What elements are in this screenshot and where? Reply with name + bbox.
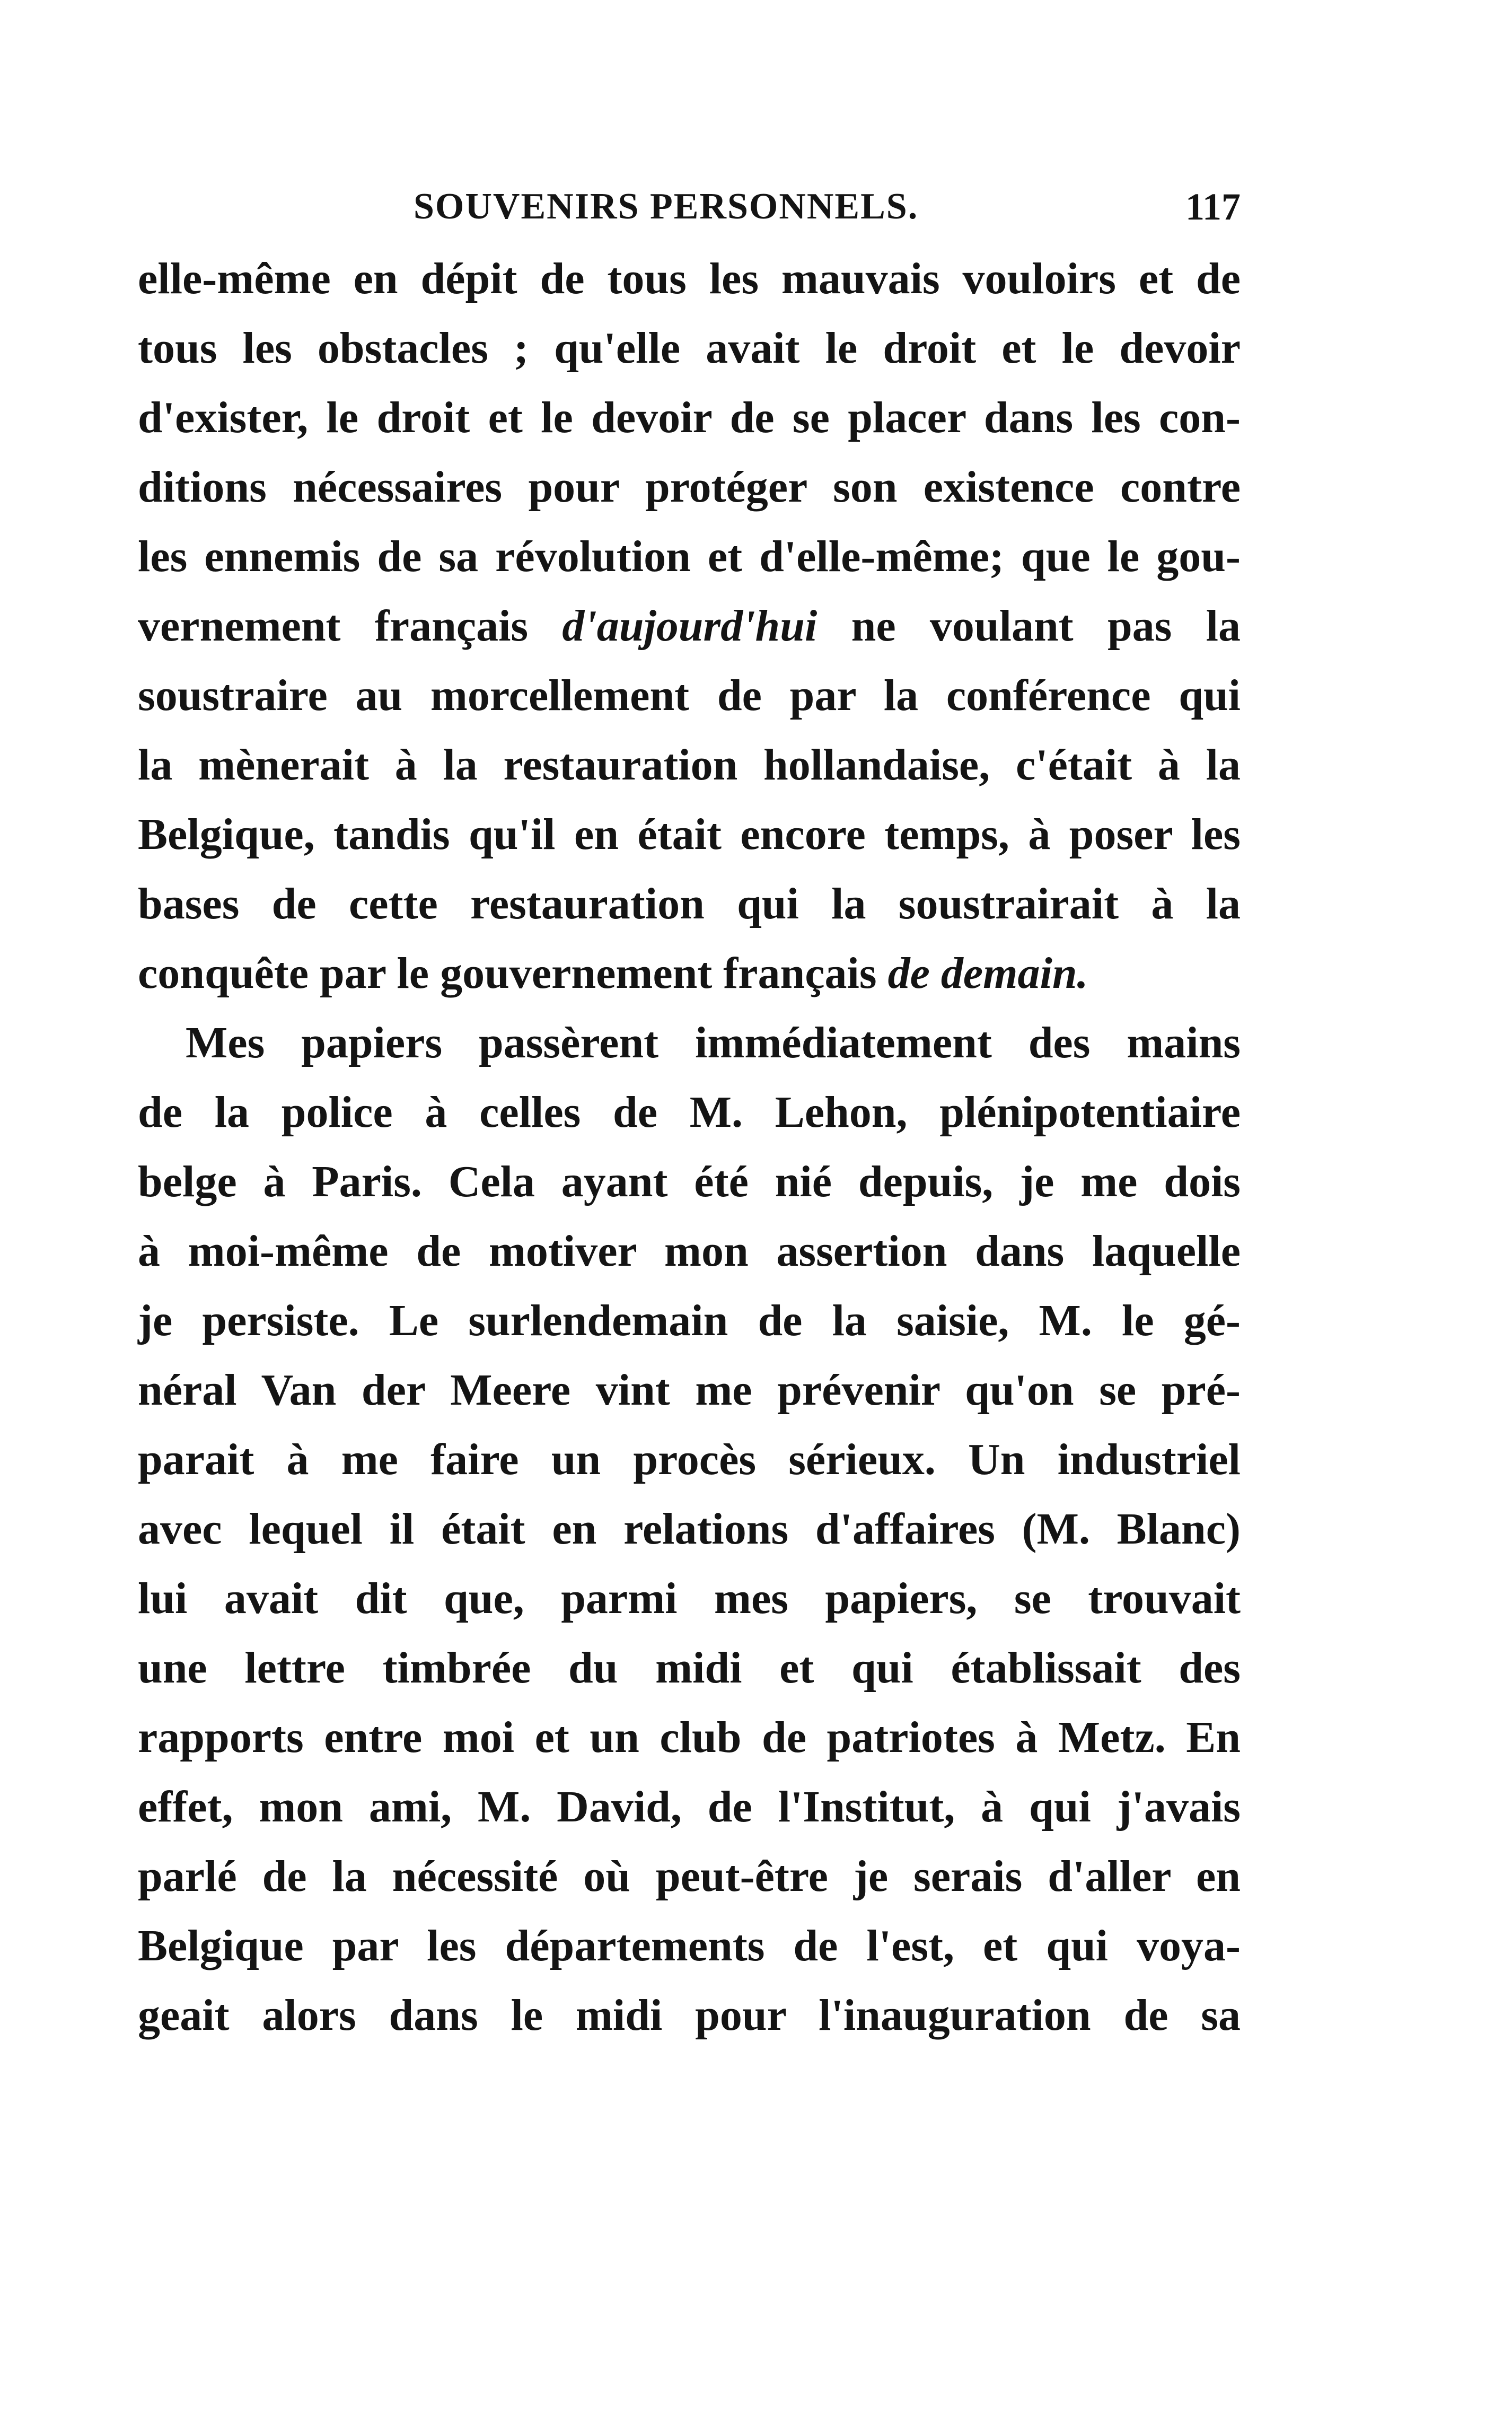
text-line — [138, 522, 1241, 591]
text-segment: lui avait dit que, parmi mes papiers, se trouvait — [138, 1574, 1241, 1623]
text-segment: ditions nécessaires pour protéger son existence contre — [138, 462, 1241, 512]
text-line — [138, 939, 1241, 1008]
text-line — [138, 1564, 1241, 1633]
text-line — [138, 1355, 1241, 1425]
text-line — [138, 1216, 1241, 1286]
body-text — [138, 244, 1241, 2050]
text-line — [138, 1772, 1241, 1842]
text-segment: conquête par le gouvernement français — [138, 949, 888, 998]
text-segment: ne voulant pas la — [817, 601, 1241, 651]
text-segment: à moi-même de motiver mon assertion dans laquelle — [138, 1226, 1241, 1276]
text-segment: d'exister, le droit et le devoir de se placer dans les con- — [138, 393, 1241, 442]
text-line — [138, 1077, 1241, 1147]
text-line — [138, 1703, 1241, 1772]
text-line — [138, 244, 1241, 313]
text-line — [138, 1633, 1241, 1703]
text-segment: les ennemis de sa révolution et d'elle-même; que le gou- — [138, 532, 1241, 581]
text-segment: effet, mon ami, M. David, de l'Institut, à qui j'avais — [138, 1782, 1241, 1832]
text-segment: Belgique par les départements de l'est, et qui voya- — [138, 1921, 1241, 1970]
text-segment: belge à Paris. Cela ayant été nié depuis, je me dois — [138, 1157, 1241, 1206]
running-head — [138, 180, 1241, 233]
text-segment: de la police à celles de M. Lehon, plénipotentiaire — [138, 1088, 1241, 1137]
italic-text-segment: de demain. — [887, 949, 1088, 998]
text-line — [138, 313, 1241, 383]
text-segment: néral Van der Meere vint me prévenir qu'on se pré- — [138, 1365, 1241, 1415]
text-segment: la mènerait à la restauration hollandaise, c'était à la — [138, 740, 1241, 790]
text-segment: Mes papiers passèrent immédiatement des mains — [186, 1018, 1241, 1067]
text-segment: geait alors dans le midi pour l'inauguration de sa — [138, 1991, 1241, 2040]
text-line — [138, 730, 1241, 800]
running-title: SOUVENIRS PERSONNELS. — [414, 186, 919, 227]
text-line — [138, 1147, 1241, 1216]
text-segment: rapports entre moi et un club de patriotes à Metz. En — [138, 1713, 1241, 1762]
text-line — [138, 591, 1241, 661]
italic-text-segment: d'aujourd'hui — [562, 601, 817, 651]
text-segment: tous les obstacles ; qu'elle avait le droit et le devoir — [138, 323, 1241, 373]
text-line — [138, 1911, 1241, 1981]
text-segment: vernement français — [138, 601, 562, 651]
text-line — [138, 383, 1241, 452]
text-segment: elle-même en dépit de tous les mauvais vouloirs et de — [138, 254, 1241, 303]
text-line — [138, 452, 1241, 522]
text-line — [138, 800, 1241, 869]
text-line — [138, 1494, 1241, 1564]
text-segment: soustraire au morcellement de par la conférence qui — [138, 671, 1241, 720]
text-segment: avec lequel il était en relations d'affaires (M. Blanc) — [138, 1504, 1241, 1554]
text-line — [138, 1981, 1241, 2050]
text-segment: parait à me faire un procès sérieux. Un industriel — [138, 1435, 1241, 1484]
text-line — [138, 1008, 1241, 1077]
text-line — [138, 1425, 1241, 1494]
text-segment: une lettre timbrée du midi et qui établissait des — [138, 1643, 1241, 1693]
text-segment: bases de cette restauration qui la soustrairait à la — [138, 879, 1241, 928]
text-segment: parlé de la nécessité où peut-être je serais d'aller en — [138, 1852, 1241, 1901]
text-line — [138, 661, 1241, 730]
text-line — [138, 869, 1241, 939]
text-line — [138, 1842, 1241, 1911]
text-segment: Belgique, tandis qu'il en était encore temps, à poser les — [138, 810, 1241, 859]
text-segment: je persiste. Le surlendemain de la saisie, M. le gé- — [138, 1296, 1241, 1345]
text-line — [138, 1286, 1241, 1355]
page-number: 117 — [1185, 186, 1241, 228]
